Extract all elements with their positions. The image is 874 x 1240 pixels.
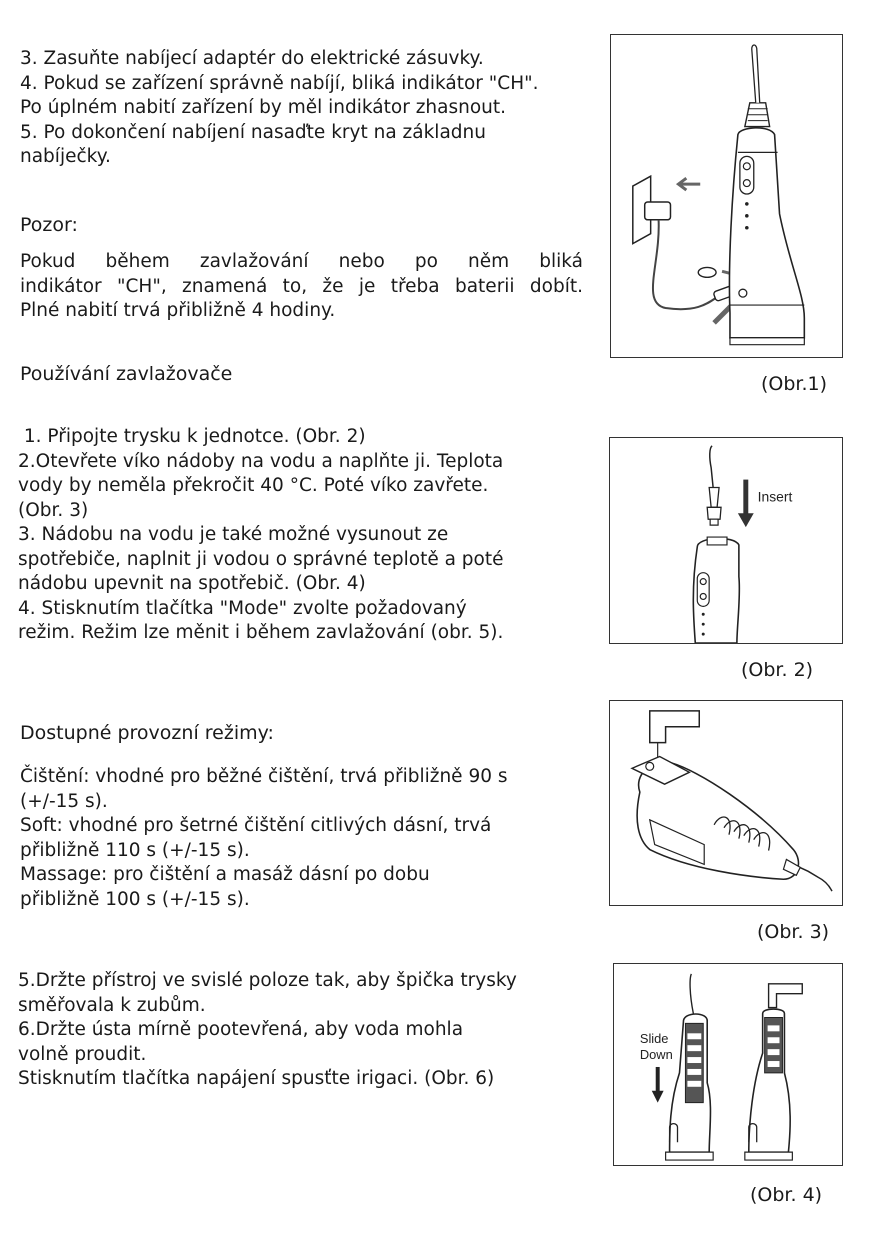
warning-heading: Pozor:: [20, 214, 78, 236]
text-line: nabíječky.: [20, 146, 111, 167]
insert-label: Insert: [757, 488, 793, 505]
text-line: Po úplném nabití zařízení by měl indikátor zhasnout.: [20, 97, 507, 118]
modes-list: [20, 765, 600, 912]
text-line: Plné nabití trvá přibližně 4 hodiny.: [20, 300, 336, 321]
text-line: 3. Zasuňte nabíjecí adaptér do elektrické zásuvky.: [20, 48, 484, 69]
text-line: vody by neměla překročit 40 °C. Poté víko zavřete.: [18, 475, 489, 496]
text-line: nádobu upevnit na spotřebič. (Obr. 4): [18, 573, 366, 594]
text-line: (+/-15 s).: [20, 790, 108, 812]
figure-2-caption: (Obr. 2): [741, 659, 814, 681]
slide-tank-illustration: [614, 964, 842, 1165]
figure-insert-nozzle: [609, 437, 843, 644]
figure-1-caption: (Obr.1): [761, 373, 828, 395]
text-line: 4. Stisknutím tlačítka "Mode" zvolte požadovaný: [18, 597, 467, 619]
text-line: přibližně 100 s (+/-15 s).: [20, 888, 250, 910]
text-line: Soft: vhodné pro šetrné čištění citlivých dásní, trvá: [20, 815, 492, 836]
charging-illustration: [611, 35, 842, 357]
text-line: režim. Režim lze měnit i během zavlažování (obr. 5).: [18, 622, 504, 643]
text-line: spotřebiče, naplnit ji vodou o správné teplotě a poté: [18, 548, 504, 570]
figure-slide-tank: [613, 963, 843, 1166]
slide-label-2: Down: [639, 1047, 673, 1063]
insert-illustration: [610, 438, 842, 643]
text-line: volně proudit.: [18, 1043, 147, 1065]
text-line: 6.Držte ústa mírně pootevřená, aby voda mohla: [18, 1019, 464, 1040]
text-line: Stisknutím tlačítka napájení spusťte irigaci. (Obr. 6): [18, 1068, 495, 1089]
text-line: (Obr. 3): [18, 499, 89, 521]
text-line: indikátor "CH", znamená to, že je třeba baterii dobít.: [20, 275, 583, 297]
figure-fill-tank: [609, 700, 843, 906]
text-line: 5.Držte přístroj ve svislé poloze tak, aby špička trysky: [18, 970, 517, 991]
text-line: přibližně 110 s (+/-15 s).: [20, 839, 250, 861]
text-line: Čištění: vhodné pro běžné čištění, trvá přibližně 90 s: [20, 766, 508, 787]
text-line: 4. Pokud se zařízení správně nabíjí, bliká indikátor "CH".: [20, 72, 539, 94]
charging-steps: [20, 47, 610, 170]
fill-tank-illustration: [610, 701, 842, 905]
text-line: 2.Otevřete víko nádoby na vodu a naplňte ji. Teplota: [18, 450, 504, 472]
text-line: 1. Připojte trysku k jednotce. (Obr. 2): [18, 426, 366, 447]
modes-heading: Dostupné provozní režimy:: [20, 722, 274, 744]
figure-charging: [610, 34, 843, 358]
usage-heading: Používání zavlažovače: [20, 363, 233, 385]
figure-4-caption: (Obr. 4): [750, 1184, 823, 1206]
text-line: 3. Nádobu na vodu je také možné vysunout ze: [18, 524, 449, 545]
operation-steps: [18, 969, 598, 1092]
text-line: směřovala k zubům.: [18, 994, 206, 1016]
text-line: Massage: pro čištění a masáž dásní po dobu: [20, 864, 430, 885]
text-line: Pokud během zavlažování nebo po něm bliká: [20, 251, 583, 272]
slide-label-1: Slide: [639, 1031, 669, 1047]
warning-text: [20, 250, 583, 324]
usage-steps: [18, 425, 598, 646]
text-line: 5. Po dokončení nabíjení nasaďte kryt na základnu: [20, 121, 486, 143]
figure-3-caption: (Obr. 3): [757, 921, 830, 943]
